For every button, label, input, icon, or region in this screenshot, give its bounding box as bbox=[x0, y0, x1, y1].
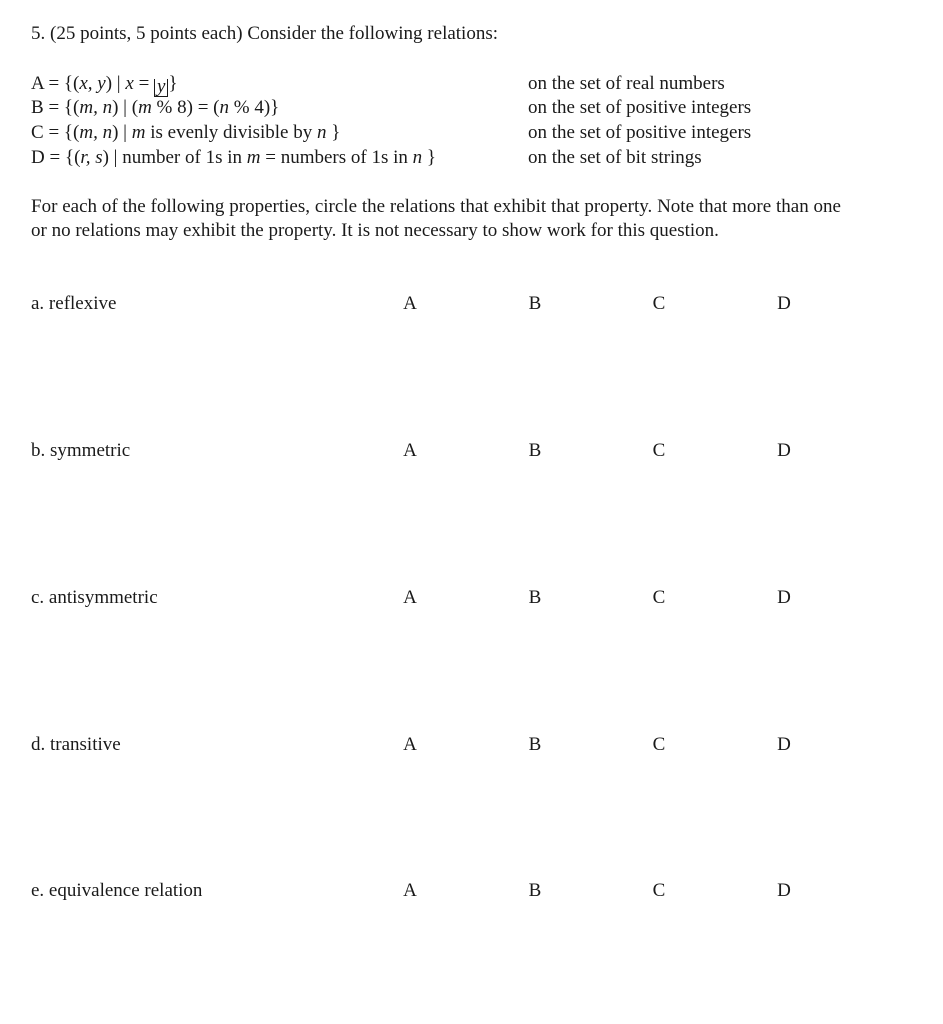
relation-c-domain: on the set of positive integers bbox=[528, 122, 752, 143]
property-label-antisymmetric: c. antisymmetric bbox=[31, 587, 158, 608]
option-c[interactable]: C bbox=[652, 293, 666, 314]
option-b[interactable]: B bbox=[528, 880, 542, 901]
relation-vars: m, n bbox=[79, 122, 113, 143]
relation-var: m bbox=[246, 147, 261, 168]
property-label-equivalence: e. equivalence relation bbox=[31, 880, 203, 901]
property-label-symmetric: b. symmetric bbox=[31, 440, 131, 461]
option-b[interactable]: B bbox=[528, 587, 542, 608]
relation-var: n bbox=[316, 122, 327, 143]
relation-text: % 8) = ( bbox=[151, 97, 220, 118]
option-a[interactable]: A bbox=[403, 587, 417, 608]
option-b[interactable]: B bbox=[528, 734, 542, 755]
relation-text: ) | ( bbox=[112, 97, 139, 118]
option-c[interactable]: C bbox=[652, 440, 666, 461]
question-title: 5. (25 points, 5 points each) Consider the following relations: bbox=[31, 23, 499, 44]
relation-a-definition bbox=[31, 72, 178, 97]
relation-var: x bbox=[125, 73, 134, 94]
option-d[interactable]: D bbox=[777, 293, 791, 314]
relation-d-domain: on the set of bit strings bbox=[528, 147, 702, 168]
relation-text: = {( bbox=[44, 147, 81, 168]
option-b[interactable]: B bbox=[528, 293, 542, 314]
relation-text: = {( bbox=[43, 97, 80, 118]
relation-b-definition bbox=[31, 96, 279, 120]
relation-text: = {( bbox=[43, 122, 80, 143]
property-label-reflexive: a. reflexive bbox=[31, 293, 117, 314]
relation-var: m bbox=[131, 122, 146, 143]
relation-text: = bbox=[133, 73, 155, 94]
relation-text: } bbox=[422, 147, 437, 168]
relation-text: ) | bbox=[105, 73, 126, 94]
option-b[interactable]: B bbox=[528, 440, 542, 461]
relation-text: % 4)} bbox=[229, 97, 280, 118]
option-d[interactable]: D bbox=[777, 440, 791, 461]
option-d[interactable]: D bbox=[777, 734, 791, 755]
option-a[interactable]: A bbox=[403, 293, 417, 314]
relation-b-domain: on the set of positive integers bbox=[528, 97, 752, 118]
relation-d-definition bbox=[31, 146, 436, 170]
option-a[interactable]: A bbox=[403, 880, 417, 901]
option-c[interactable]: C bbox=[652, 880, 666, 901]
instructions: For each of the following properties, circle the relations that exhibit that property. Note that more than one or no relations may exhibit the property. It is not necessary to show work for this question. bbox=[31, 196, 841, 241]
relation-c-definition bbox=[31, 121, 340, 145]
relation-text: } bbox=[168, 73, 178, 94]
relation-vars: m, n bbox=[79, 97, 113, 118]
relation-text: = {( bbox=[43, 73, 80, 94]
relation-text: = numbers of 1s in bbox=[260, 147, 413, 168]
relation-a-domain: on the set of real numbers bbox=[528, 73, 725, 94]
relation-name: D bbox=[31, 147, 45, 168]
relation-name: A bbox=[31, 73, 44, 94]
relation-text: is evenly divisible by bbox=[145, 122, 317, 143]
relation-vars: x, y bbox=[79, 73, 106, 94]
option-a[interactable]: A bbox=[403, 440, 417, 461]
option-d[interactable]: D bbox=[777, 587, 791, 608]
relation-name: B bbox=[31, 97, 44, 118]
relation-text: } bbox=[326, 122, 341, 143]
option-c[interactable]: C bbox=[652, 734, 666, 755]
option-d[interactable]: D bbox=[777, 880, 791, 901]
relation-text: ) | number of 1s in bbox=[102, 147, 247, 168]
relation-name: C bbox=[31, 122, 44, 143]
relation-var: m bbox=[138, 97, 152, 118]
option-a[interactable]: A bbox=[403, 734, 417, 755]
relation-vars: r, s bbox=[80, 147, 103, 168]
property-label-transitive: d. transitive bbox=[31, 734, 121, 755]
relation-var: n bbox=[412, 147, 423, 168]
floor-function: y bbox=[154, 79, 168, 97]
option-c[interactable]: C bbox=[652, 587, 666, 608]
relation-var: n bbox=[219, 97, 229, 118]
relation-text: ) | bbox=[112, 122, 132, 143]
